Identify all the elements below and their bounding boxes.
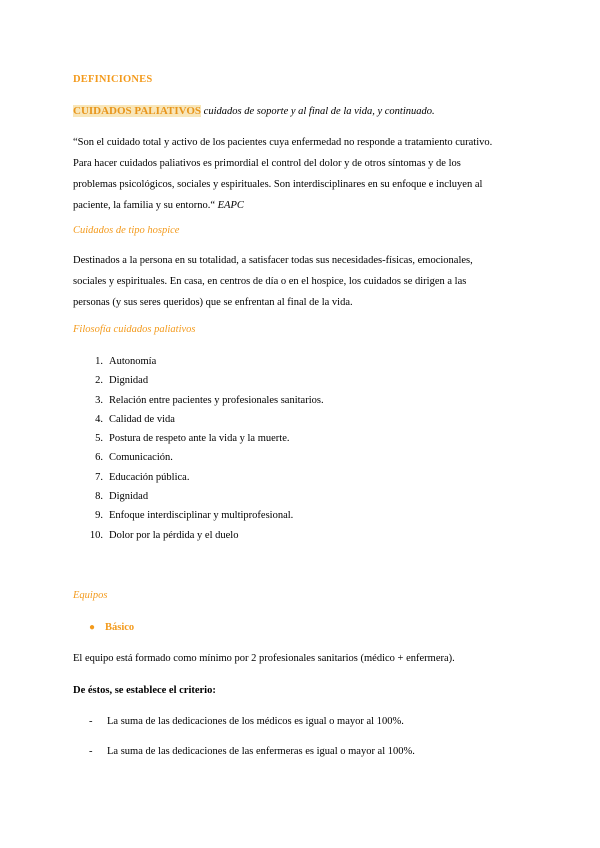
list-text: Dolor por la pérdida y el duelo	[109, 529, 239, 541]
list-item	[73, 429, 324, 448]
list-text: Comunicación.	[109, 452, 173, 464]
list-number: 4.	[95, 413, 103, 425]
list-number: 3.	[95, 394, 103, 406]
list-number: 1.	[95, 356, 103, 367]
quote-source: EAPC	[215, 200, 244, 211]
list-number: 7.	[95, 471, 103, 483]
criterio-rule	[73, 714, 404, 730]
criterio-heading: De éstos, se establece el criterio:	[73, 685, 216, 696]
list-item	[73, 448, 324, 467]
list-text: Relación entre pacientes y profesionales sanitarios.	[109, 394, 324, 406]
filosofia-list	[73, 352, 324, 545]
rule-text: La suma de las dedicaciones de los médicos es igual o mayor al 100%.	[107, 716, 404, 727]
list-number: 2.	[95, 375, 103, 387]
cuidados-paliativos-label: CUIDADOS PALIATIVOS	[73, 105, 202, 117]
dash-marker: -	[89, 716, 93, 727]
list-item	[73, 526, 324, 545]
list-number: 6.	[95, 452, 103, 464]
cuidados-paliativos-definition	[73, 103, 435, 120]
quote-line	[73, 195, 533, 216]
hospice-paragraph	[73, 250, 533, 313]
list-number: 8.	[95, 491, 103, 503]
list-text: Calidad de vida	[109, 413, 175, 425]
quote-line: “Son el cuidado total y activo de los pacientes cuya enfermedad no responde a tratamiento curativo.	[73, 137, 493, 148]
dash-marker: -	[89, 746, 93, 757]
eapc-quote	[73, 132, 533, 216]
list-number: 9.	[95, 510, 103, 522]
list-item	[73, 487, 324, 506]
quote-line: Para hacer cuidados paliativos es primordial el control del dolor y de otros síntomas y de los	[73, 158, 461, 169]
list-item	[73, 391, 324, 410]
subheading-equipos: Equipos	[73, 590, 108, 601]
section-heading-definiciones: DEFINICIONES	[73, 74, 153, 85]
list-text: Enfoque interdisciplinar y multiprofesional.	[109, 510, 294, 522]
list-item	[73, 468, 324, 487]
list-text: Dignidad	[109, 491, 149, 503]
subheading-hospice: Cuidados de tipo hospice	[73, 225, 180, 236]
hospice-line: Destinados a la persona en su totalidad, a satisfacer todas sus necesidades-físicas, emocionales,	[73, 255, 473, 266]
quote-line-text: paciente, la familia y su entorno.“	[73, 200, 215, 211]
basico-label: Básico	[105, 622, 135, 633]
list-text: Educación pública.	[109, 471, 190, 483]
equipo-description: El equipo está formado como mínimo por 2 profesionales sanitarios (médico + enfermera).	[73, 653, 455, 664]
criterio-rule	[73, 744, 415, 760]
list-number: 5.	[95, 433, 103, 445]
hospice-line: sociales y espirituales. En casa, en centros de día o en el hospice, los cuidados se dirigen a las	[73, 276, 467, 287]
cuidados-paliativos-text: cuidados de soporte y al final de la vida, y continuado.	[201, 106, 435, 117]
basico-item	[73, 620, 134, 636]
quote-line: problemas psicológicos, sociales y espirituales. Son interdisciplinares en su enfoque e incluyen al	[73, 179, 483, 190]
subheading-filosofia: Filosofía cuidados paliativos	[73, 324, 196, 335]
rule-text: La suma de las dedicaciones de las enfermeras es igual o mayor al 100%.	[107, 746, 415, 757]
list-number: 10.	[89, 529, 103, 541]
list-item	[73, 352, 324, 371]
list-text: Postura de respeto ante la vida y la muerte.	[109, 433, 290, 445]
bullet-icon: ●	[89, 622, 96, 633]
list-text: Dignidad	[109, 375, 149, 387]
list-item	[73, 506, 324, 525]
hospice-line: personas (y sus seres queridos) que se enfrentan al final de la vida.	[73, 297, 353, 308]
list-item	[73, 410, 324, 429]
list-item	[73, 371, 324, 390]
list-text: Autonomía	[109, 356, 157, 367]
